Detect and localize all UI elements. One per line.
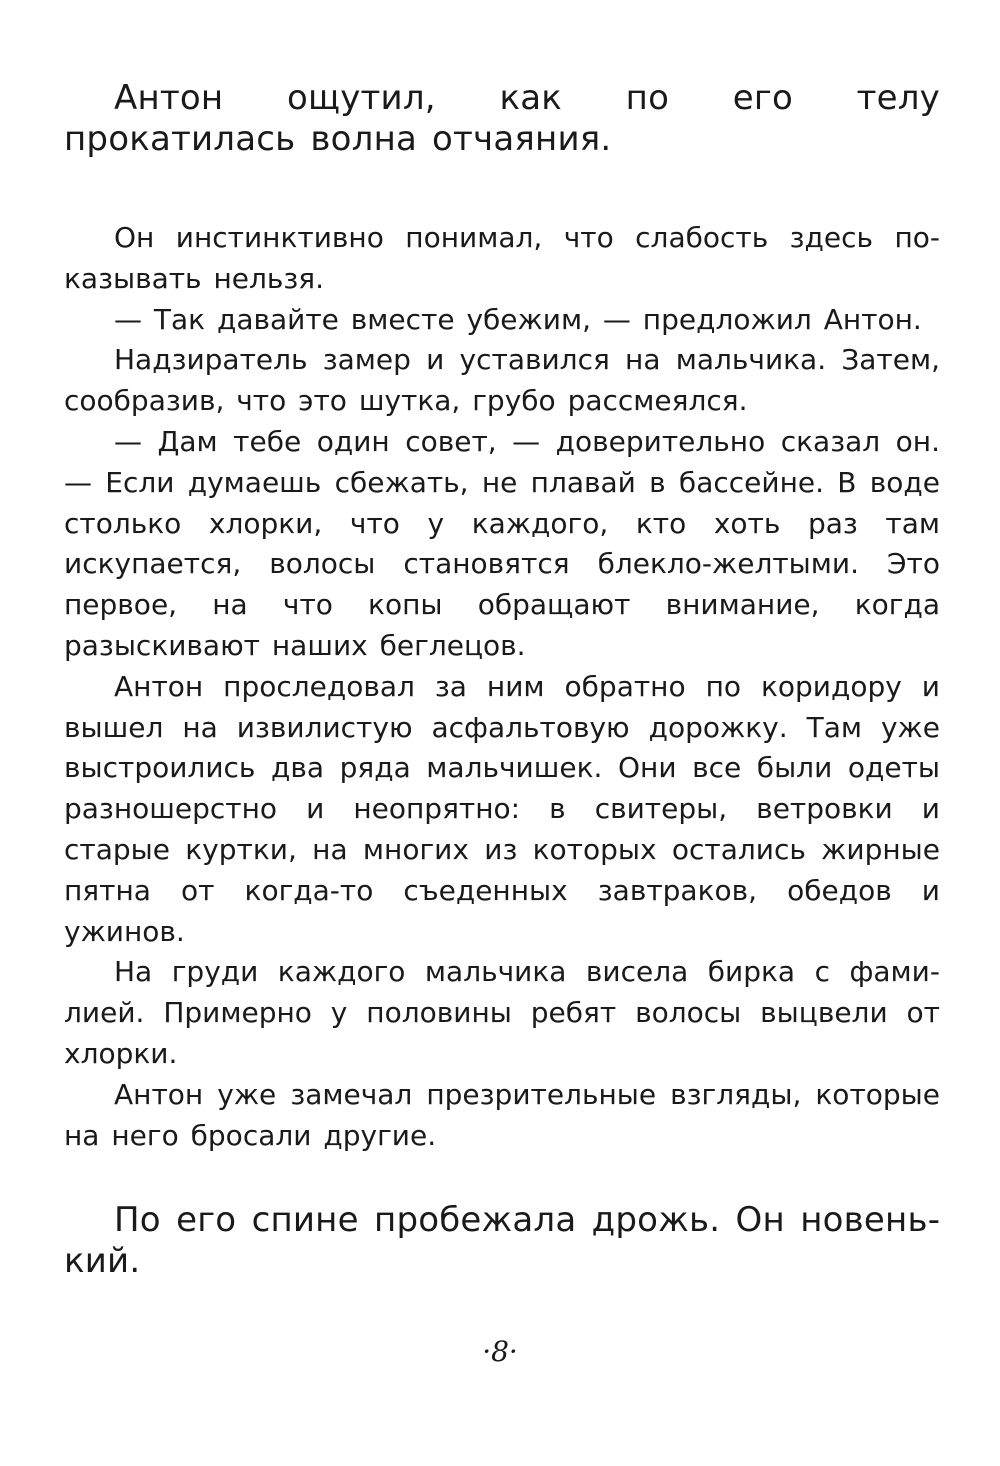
lead-paragraph-bottom: По его спине пробежала дрожь. Он новенький. — [64, 1200, 940, 1282]
body-paragraph: Антон проследовал за ним обратно по коридору и вышел на извилистую асфальтовую дорожку. Там уже выстроились два ряда мальчишек. Они все были одеты разношерстно и неопрятно: в свитеры, ветровки и старые куртки, на многих из которых остались жирные пятна от когда-то съеденных завтраков, обедов и ужинов. — [64, 669, 940, 948]
page-number: ·8· — [482, 1335, 518, 1368]
body-paragraph: — Так давайте вместе убежим, — предложил Антон. — [114, 302, 922, 336]
body-paragraph: Надзиратель замер и уставился на мальчика. Затем, сообразив, что это шутка, грубо рассмеялся. — [64, 343, 940, 418]
body-paragraph: Антон уже замечал презрительные взгляды, которые на него бросали другие. — [64, 1077, 940, 1152]
body-paragraph: На груди каждого мальчика висела бирка с фамилией. Примерно у половины ребят волосы выцвели от хлорки. — [64, 955, 940, 1070]
lead-paragraph-top: Антон ощутил, как по его телу прокатилась волна отчаяния. — [64, 78, 940, 159]
body-paragraph: Он инстинктивно понимал, что слабость здесь показывать нельзя. — [64, 221, 940, 295]
page-content — [64, 78, 940, 1282]
body-paragraph: — Дам тебе один совет, — доверительно сказал он. — Если думаешь сбежать, не плавай в бассейне. В воде столько хлорки, что у каждого, кто хоть раз там искупается, волосы становятся блекло-желтыми. Это первое, на что копы обращают внимание, когда разыскивают наших беглецов. — [64, 424, 940, 662]
